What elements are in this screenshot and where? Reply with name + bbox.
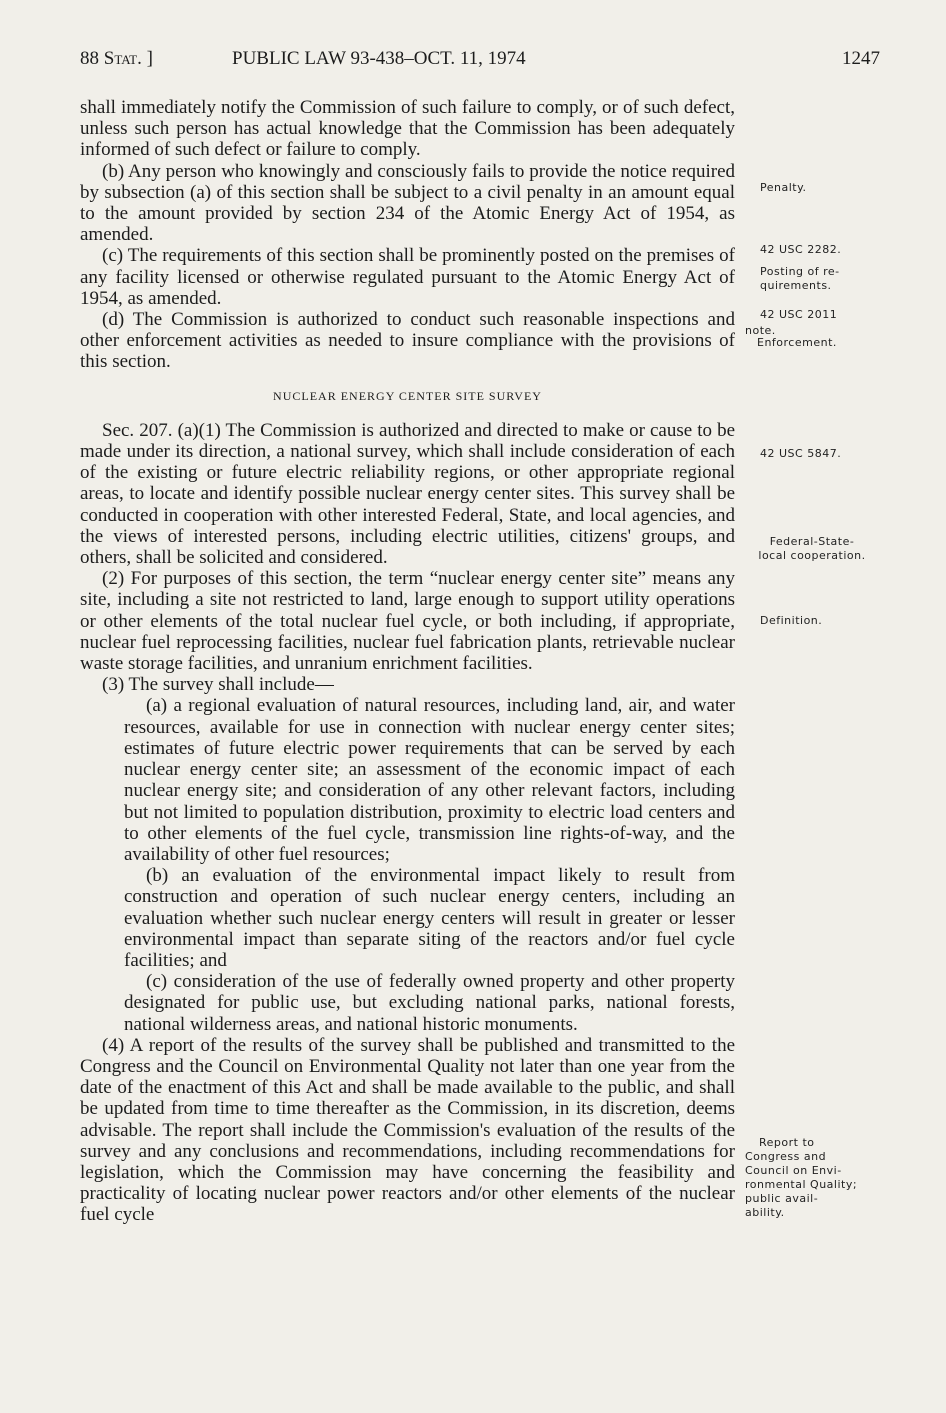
paragraph-d: (d) The Commission is authorized to conduct such reasonable inspections and other enforcement activities as needed to insure compliance with the provisions of this section. [80,309,735,373]
public-law-title: PUBLIC LAW 93-438–OCT. 11, 1974 [232,48,526,69]
margin-note-usc-5847: 42 USC 5847. [760,447,842,460]
section-207-a-3: (3) The survey shall include— [102,674,334,696]
margin-note-note: note. [745,324,776,337]
margin-note-usc-2011: 42 USC 2011 [760,308,838,321]
body-text [80,97,735,1226]
paragraph-c: (c) The requirements of this section shall be prominently posted on the premises of any facility licensed or otherwise regulated pursuant to the Atomic Energy Act of 1954, as amended. [80,245,735,309]
section-207-a-3-b: (b) an evaluation of the environmental impact likely to result from construction and operation of such nuclear energy centers, including an evaluation whether such nuclear energy centers will result in greater or lesser environmental impact than separate siting of the reactors and/or fuel cycle facilities; and [124,865,735,971]
section-207-a-3-a: (a) a regional evaluation of natural resources, including land, air, and water resources, available for use in connection with nuclear energy center sites; estimates of future electric power requirements that can be served by each nuclear energy center site; an assessment of the economic impact of each nuclear energy site; and consideration of any other relevant factors, including but not limited to population distribution, proximity to electric load centers and to other elements of the fuel cycle, transmission line rights-of-way, and the availability of other fuel resources; [124,695,735,865]
margin-note-enforcement: Enforcement. [757,336,837,349]
page-number: 1247 [842,48,880,69]
paragraph-continuation: shall immediately notify the Commission of such failure to comply, or of such defect, unless such person has actual knowledge that the Commission has been adequately informed of such defect or failure to comply. [80,97,735,161]
section-207-a-1: Sec. 207. (a)(1) The Commission is authorized and directed to make or cause to be made under its direction, a national survey, which shall include consideration of each of the existing or future electric reliability regions, or other appropriate regional areas, to locate and identify possible nuclear energy center sites. This survey shall be conducted in cooperation with other interested Federal, State, and local agencies, and the views of interested persons, including electric utilities, citizens' groups, and others, shall be solicited and considered. [80,419,735,569]
section-207-a-4: (4) A report of the results of the survey shall be published and transmitted to the Congress and the Council on Environmental Quality not later than one year from the date of the enactment of this Act and shall be made available to the public, and shall be updated from time to time thereafter as the Commission, in its discretion, deems advisable. The report shall include the Commission's evaluation of the results of the survey and any conclusions and recommendations, including recommendations for legislation, which the Commission may have concerning the feasibility and practicality of locating nuclear power reactors and/or other elements of the nuclear fuel cycle [80,1034,735,1226]
paragraph-b: (b) Any person who knowingly and consciously fails to provide the notice required by subsection (a) of this section shall be subject to a civil penalty in an amount equal to the amount provided by section 234 of the Atomic Energy Act of 1954, as amended. [80,160,735,246]
margin-note-penalty: Penalty. [760,181,807,194]
margin-note-definition: Definition. [760,614,823,627]
section-207-a-3-c: (c) consideration of the use of federally owned property and other property designated for public use, but excluding national parks, national forests, national wilderness areas, and national historic monuments. [124,971,735,1035]
margin-note-report: Report to Congress and Council on Envi- ronmental Quality; public avail- ability. [745,1136,858,1219]
margin-note-federal-state-local: Federal-State- local cooperation. [758,535,866,562]
section-207-a-2: (2) For purposes of this section, the term “nuclear energy center site” means any site, including a site not restricted to land, large enough to support utility operations or other elements of the total nuclear fuel cycle, or both including, if appropriate, nuclear fuel reprocessing facilities, nuclear fuel fabrication plants, retrievable nuclear waste storage facilities, and unranium enrichment facilities. [80,568,735,675]
section-heading: NUCLEAR ENERGY CENTER SITE SURVEY [273,388,542,403]
running-head [80,48,880,74]
margin-note-usc-2282: 42 USC 2282. [760,243,842,256]
margin-note-posting: Posting of re- quirements. [760,265,840,292]
statute-volume: 88 Stat. ] [80,48,153,69]
